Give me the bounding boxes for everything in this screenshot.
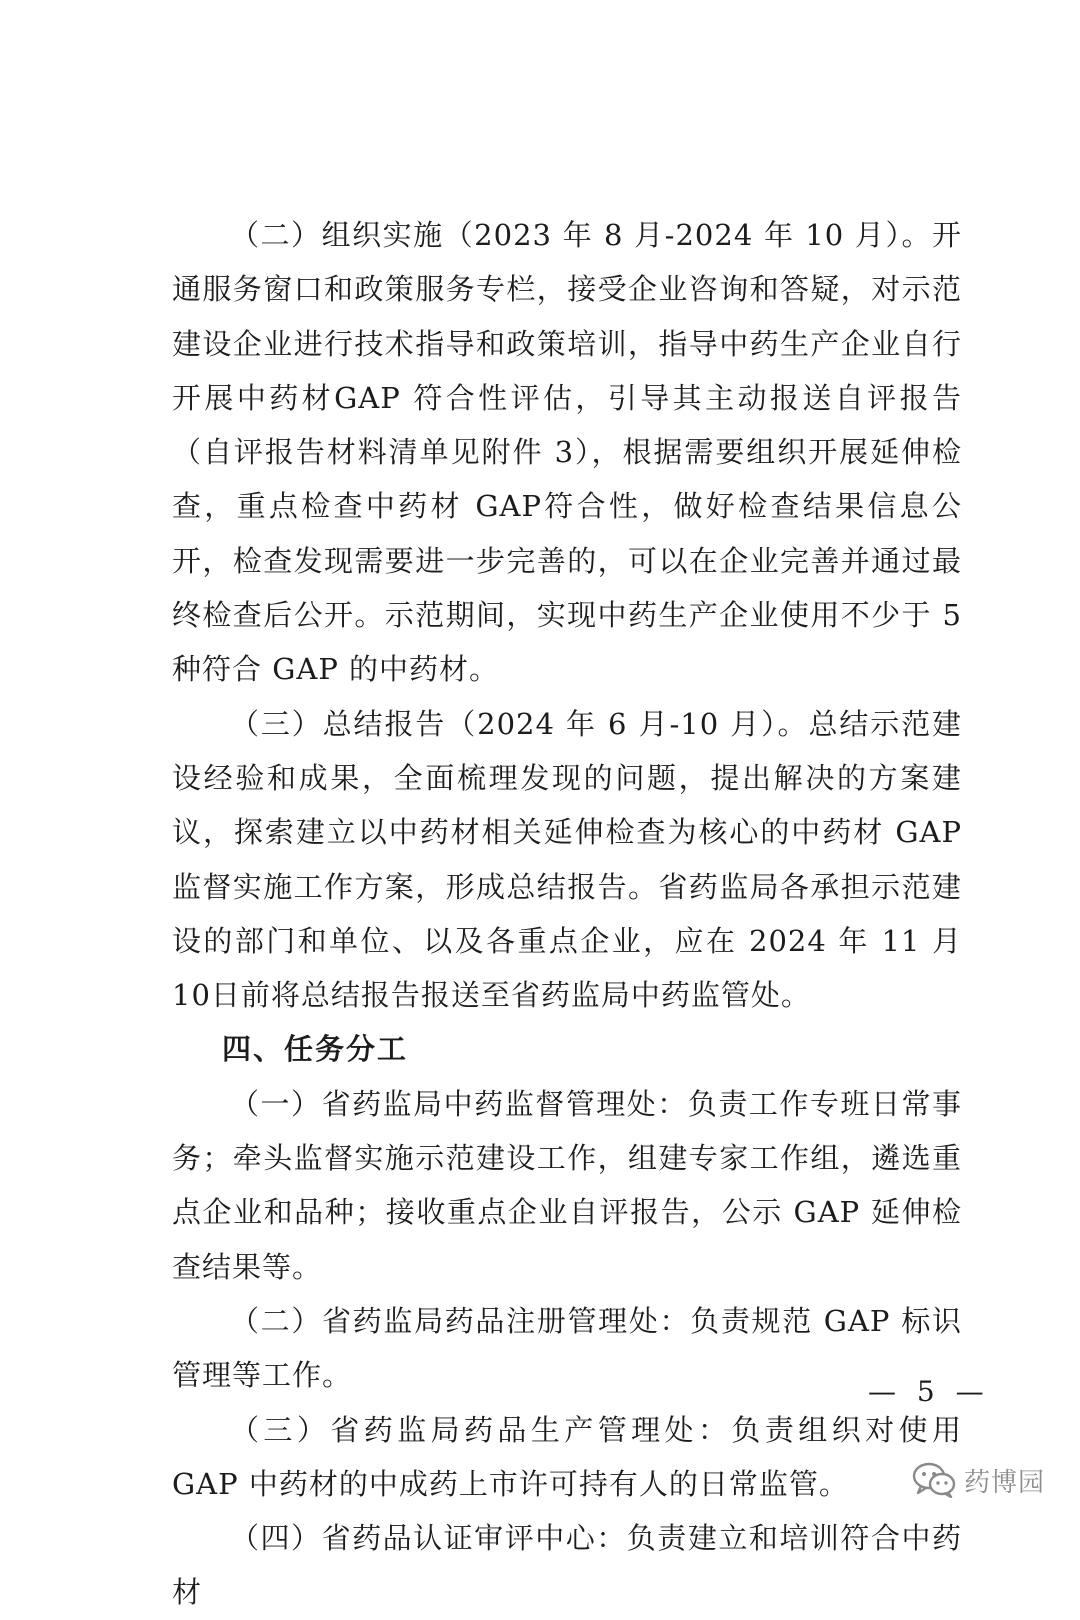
paragraph-tcm-supervision-office: （一）省药监局中药监督管理处：负责工作专班日常事务；牵头监督实施示范建设工作，组建专家工作组，遴选重点企业和品种；接收重点企业自评报告，公示 GAP 延伸检查结果等。 (172, 1086, 962, 1284)
paragraph-certification-center: （四）省药品认证审评中心：负责建立和培训符合中药材 (172, 1521, 962, 1610)
paragraph-summary-report: （三）总结报告（2024 年 6 月-10 月）。总结示范建设经验和成果，全面梳理发现的问题，提出解决的方案建议，探索建立以中药材相关延伸检查为核心的中药材 GAP 监督实施工作方案，形成总结报告。省药监局各承担示范建设的部门和单位、以及各重点企业，应在 2024 年 11 月 10日前将总结报告报送至省药监局中药监管处。 (172, 706, 962, 1013)
paragraph-drug-production-office: （三）省药监局药品生产管理处：负责组织对使用 GAP 中药材的中成药上市许可持有人的日常监管。 (172, 1412, 962, 1501)
watermark (912, 1460, 1045, 1500)
paragraph-drug-registration-office: （二）省药监局药品注册管理处：负责规范 GAP 标识管理等工作。 (172, 1303, 962, 1393)
paragraph-implementation: （二）组织实施（2023 年 8 月-2024 年 10 月）。开通服务窗口和政策服务专栏，接受企业咨询和答疑，对示范建设企业进行技术指导和政策培训，指导中药生产企业自行开展中药材GAP 符合性评估，引导其主动报送自评报告（自评报告材料清单见附件 3），根据需要组织开展延伸检查，重点检查中药材 GAP符合性，做好检查结果信息公开，检查发现需要进一步完善的，可以在企业完善并通过最终检查后公开。示范期间，实现中药生产企业使用不少于 5 种符合 GAP 的中药材。 (172, 218, 962, 687)
watermark-text: 药博园 (964, 1467, 1046, 1498)
wechat-icon (912, 1462, 956, 1498)
section-heading-task-division: 四、任务分工 (222, 1032, 409, 1067)
document-body (172, 208, 962, 1620)
page-number: — 5 — (868, 1375, 990, 1408)
